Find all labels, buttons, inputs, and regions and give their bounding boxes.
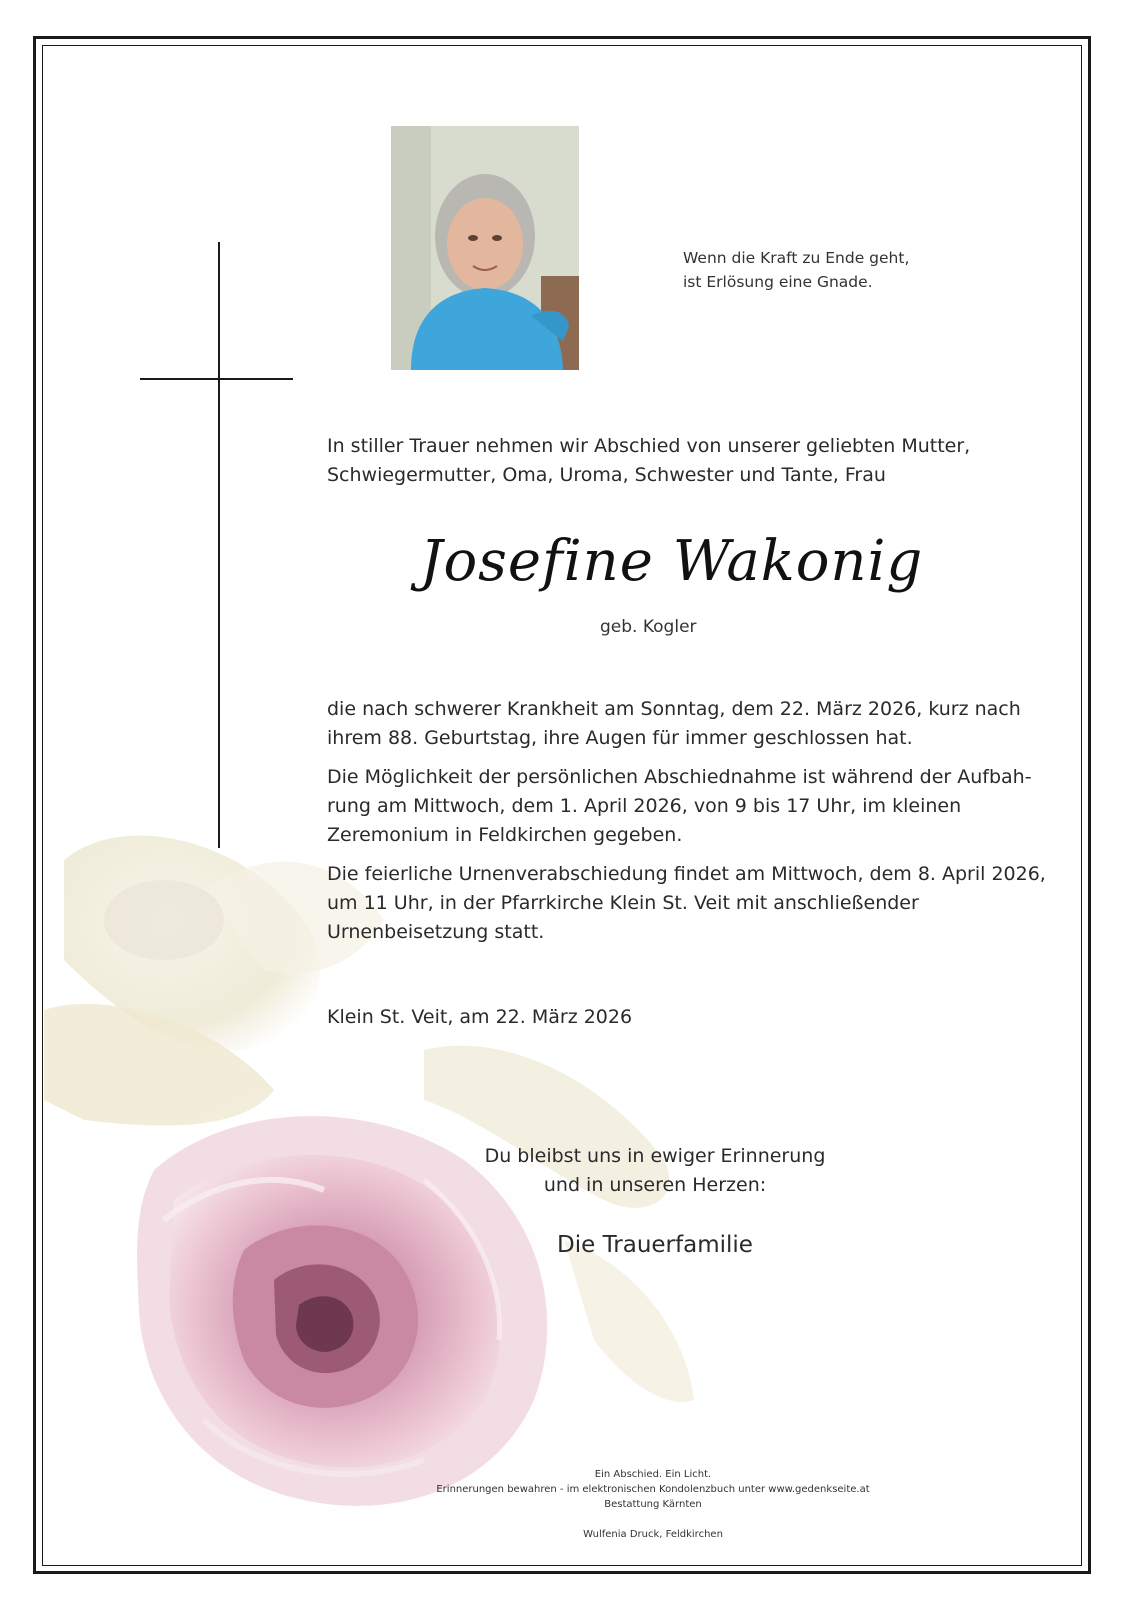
body-p2-line-2: rung am Mittwoch, dem 1. April 2026, von 9 bis 17 Uhr, im kleinen [327, 795, 962, 817]
body-p1-line-2: ihrem 88. Geburtstag, ihre Augen für immer geschlossen hat. [327, 727, 913, 749]
place-date: Klein St. Veit, am 22. März 2026 [327, 1006, 633, 1028]
cross-vertical-bar [218, 242, 220, 848]
closing-line-1: Du bleibst uns in ewiger Erinnerung [484, 1145, 826, 1167]
body-p3-line-1: Die feierliche Urnenverabschiedung findet am Mittwoch, dem 8. April 2026, [327, 863, 1046, 885]
body-p3-line-2: um 11 Uhr, in der Pfarrkirche Klein St. Veit mit anschließender [327, 892, 919, 914]
footer-line-3: Bestattung Kärnten [604, 1499, 702, 1510]
footer-printer: Wulfenia Druck, Feldkirchen [583, 1529, 723, 1540]
body-p2-line-1: Die Möglichkeit der persönlichen Abschiednahme ist während der Aufbah- [327, 766, 1032, 788]
footer-line-2: Erinnerungen bewahren - im elektronischen Kondolenzbuch unter www.gedenkseite.at [436, 1484, 870, 1495]
intro-line-2: Schwiegermutter, Oma, Uroma, Schwester und Tante, Frau [327, 464, 886, 486]
body-p3-line-3: Urnenbeisetzung statt. [327, 921, 545, 943]
quote-line-1: Wenn die Kraft zu Ende geht, [683, 249, 910, 267]
closing-line-2: und in unseren Herzen: [543, 1174, 767, 1196]
birth-name: geb. Kogler [600, 617, 697, 637]
deceased-name: Josefine Wakonig [420, 529, 924, 594]
portrait-photo [391, 126, 579, 370]
signature-family: Die Trauerfamilie [557, 1232, 753, 1258]
intro-line-1: In stiller Trauer nehmen wir Abschied von unserer geliebten Mutter, [327, 435, 971, 457]
body-p2-line-3: Zeremonium in Feldkirchen gegeben. [327, 824, 683, 846]
body-p1-line-1: die nach schwerer Krankheit am Sonntag, dem 22. März 2026, kurz nach [327, 698, 1021, 720]
quote-line-2: ist Erlösung eine Gnade. [683, 273, 873, 291]
footer-line-1: Ein Abschied. Ein Licht. [594, 1469, 712, 1480]
memorial-quote [683, 246, 923, 294]
cross-horizontal-bar [140, 378, 293, 380]
